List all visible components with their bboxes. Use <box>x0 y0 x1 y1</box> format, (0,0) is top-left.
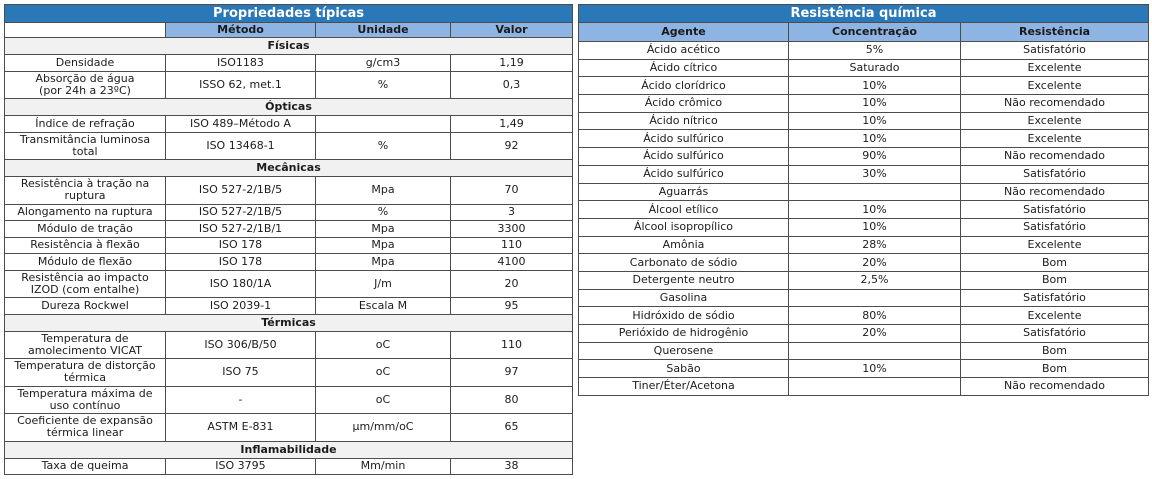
resistance-cell: Satisfatório <box>961 218 1149 236</box>
properties-table <box>4 4 573 475</box>
property-name: Alongamento na ruptura <box>5 204 166 221</box>
property-unit: Escala M <box>316 298 451 315</box>
property-row <box>5 221 573 238</box>
concentration-cell <box>789 289 961 307</box>
property-method: - <box>166 386 316 414</box>
property-value: 65 <box>451 414 573 442</box>
concentration-cell: 28% <box>789 236 961 254</box>
agent-cell: Perióxido de hidrogênio <box>579 325 789 343</box>
property-unit: Mpa <box>316 237 451 254</box>
concentration-cell: 10% <box>789 95 961 113</box>
property-name: Índice de refração <box>5 116 166 133</box>
property-row <box>5 359 573 387</box>
concentration-cell: 80% <box>789 307 961 325</box>
chemical-row <box>579 254 1149 272</box>
property-name: Dureza Rockwel <box>5 298 166 315</box>
agent-cell: Gasolina <box>579 289 789 307</box>
property-unit: % <box>316 71 451 99</box>
resistance-cell: Satisfatório <box>961 325 1149 343</box>
property-method: ISO 75 <box>166 359 316 387</box>
concentration-cell: 20% <box>789 254 961 272</box>
agent-cell: Álcool etílico <box>579 201 789 219</box>
property-unit: oC <box>316 359 451 387</box>
property-unit: µm/mm/oC <box>316 414 451 442</box>
chemical-row <box>579 130 1149 148</box>
chemical-row <box>579 307 1149 325</box>
property-name: Resistência à tração na ruptura <box>5 177 166 205</box>
chemical-row <box>579 378 1149 396</box>
property-unit: Mpa <box>316 221 451 238</box>
chemical-row <box>579 59 1149 77</box>
property-name: Resistência ao impacto IZOD (com entalhe) <box>5 270 166 298</box>
property-method: ISO1183 <box>166 55 316 72</box>
property-name: Transmitância luminosa total <box>5 132 166 160</box>
column-header-unit: Unidade <box>316 23 451 38</box>
property-value: 0,3 <box>451 71 573 99</box>
property-row <box>5 331 573 359</box>
section-header-optical <box>5 99 573 116</box>
section-title: Físicas <box>5 38 573 55</box>
chemical-row <box>579 95 1149 113</box>
column-header-agent: Agente <box>579 23 789 42</box>
chemical-row <box>579 289 1149 307</box>
property-method: ISO 527-2/1B/5 <box>166 204 316 221</box>
property-name: Coeficiente de expansão térmica linear <box>5 414 166 442</box>
agent-cell: Amônia <box>579 236 789 254</box>
resistance-cell: Bom <box>961 360 1149 378</box>
agent-cell: Ácido nítrico <box>579 112 789 130</box>
property-value: 4100 <box>451 254 573 271</box>
chemical-row <box>579 183 1149 201</box>
resistance-cell: Excelente <box>961 130 1149 148</box>
resistance-cell: Excelente <box>961 77 1149 95</box>
concentration-cell <box>789 378 961 396</box>
property-unit <box>316 116 451 133</box>
property-value: 20 <box>451 270 573 298</box>
resistance-cell: Não recomendado <box>961 183 1149 201</box>
property-row <box>5 55 573 72</box>
section-header-thermal <box>5 314 573 331</box>
chemical-row <box>579 325 1149 343</box>
chemical-title: Resistência química <box>579 5 1149 23</box>
property-method: ISO 180/1A <box>166 270 316 298</box>
property-row <box>5 254 573 271</box>
property-row <box>5 386 573 414</box>
chemical-row <box>579 112 1149 130</box>
concentration-cell: Saturado <box>789 59 961 77</box>
property-name: Absorção de água (por 24h a 23ºC) <box>5 71 166 99</box>
chemical-row <box>579 201 1149 219</box>
resistance-cell: Não recomendado <box>961 95 1149 113</box>
column-header-method: Método <box>166 23 316 38</box>
column-header-value: Valor <box>451 23 573 38</box>
property-method: ISSO 62, met.1 <box>166 71 316 99</box>
concentration-cell: 2,5% <box>789 271 961 289</box>
property-unit: g/cm3 <box>316 55 451 72</box>
resistance-cell: Satisfatório <box>961 201 1149 219</box>
properties-header-row <box>5 23 573 38</box>
column-header-resistance: Resistência <box>961 23 1149 42</box>
property-unit: oC <box>316 386 451 414</box>
property-unit: % <box>316 132 451 160</box>
property-value: 3 <box>451 204 573 221</box>
resistance-cell: Bom <box>961 342 1149 360</box>
property-value: 1,49 <box>451 116 573 133</box>
concentration-cell <box>789 183 961 201</box>
property-row <box>5 204 573 221</box>
property-unit: Mpa <box>316 177 451 205</box>
property-method: ISO 13468-1 <box>166 132 316 160</box>
agent-cell: Carbonato de sódio <box>579 254 789 272</box>
property-name: Temperatura máxima de uso contínuo <box>5 386 166 414</box>
agent-cell: Querosene <box>579 342 789 360</box>
resistance-cell: Satisfatório <box>961 165 1149 183</box>
property-name: Módulo de flexão <box>5 254 166 271</box>
property-value: 38 <box>451 458 573 475</box>
chemical-header-row <box>579 23 1149 42</box>
property-unit: Mm/min <box>316 458 451 475</box>
property-unit: oC <box>316 331 451 359</box>
agent-cell: Detergente neutro <box>579 271 789 289</box>
section-title: Inflamabilidade <box>5 441 573 458</box>
concentration-cell: 10% <box>789 130 961 148</box>
chemical-resistance-table <box>578 4 1149 396</box>
chemical-row <box>579 148 1149 166</box>
agent-cell: Ácido crômico <box>579 95 789 113</box>
property-unit: % <box>316 204 451 221</box>
chemical-row <box>579 271 1149 289</box>
property-name: Taxa de queima <box>5 458 166 475</box>
agent-cell: Aguarrás <box>579 183 789 201</box>
property-row <box>5 270 573 298</box>
concentration-cell: 10% <box>789 360 961 378</box>
property-method: ISO 306/B/50 <box>166 331 316 359</box>
agent-cell: Tiner/Éter/Acetona <box>579 378 789 396</box>
property-method: ISO 527-2/1B/5 <box>166 177 316 205</box>
concentration-cell <box>789 342 961 360</box>
property-method: ISO 489–Método A <box>166 116 316 133</box>
property-value: 110 <box>451 331 573 359</box>
concentration-cell: 10% <box>789 112 961 130</box>
concentration-cell: 10% <box>789 77 961 95</box>
property-method: ISO 178 <box>166 254 316 271</box>
column-header-concentration: Concentração <box>789 23 961 42</box>
property-row <box>5 237 573 254</box>
property-value: 95 <box>451 298 573 315</box>
chemical-row <box>579 218 1149 236</box>
agent-cell: Ácido cítrico <box>579 59 789 77</box>
property-row <box>5 458 573 475</box>
agent-cell: Álcool isopropílico <box>579 218 789 236</box>
chemical-row <box>579 342 1149 360</box>
section-title: Térmicas <box>5 314 573 331</box>
section-header-flammability <box>5 441 573 458</box>
property-value: 70 <box>451 177 573 205</box>
properties-title-row <box>5 5 573 23</box>
property-name: Densidade <box>5 55 166 72</box>
resistance-cell: Não recomendado <box>961 148 1149 166</box>
property-method: ISO 2039-1 <box>166 298 316 315</box>
property-name: Temperatura de amolecimento VICAT <box>5 331 166 359</box>
property-value: 1,19 <box>451 55 573 72</box>
property-name: Temperatura de distorção térmica <box>5 359 166 387</box>
resistance-cell: Excelente <box>961 112 1149 130</box>
property-unit: J/m <box>316 270 451 298</box>
concentration-cell: 5% <box>789 42 961 60</box>
chemical-row <box>579 360 1149 378</box>
resistance-cell: Bom <box>961 271 1149 289</box>
chemical-row <box>579 165 1149 183</box>
property-row <box>5 132 573 160</box>
concentration-cell: 10% <box>789 218 961 236</box>
resistance-cell: Excelente <box>961 59 1149 77</box>
property-row <box>5 298 573 315</box>
property-row <box>5 116 573 133</box>
agent-cell: Ácido acético <box>579 42 789 60</box>
property-row <box>5 177 573 205</box>
resistance-cell: Excelente <box>961 307 1149 325</box>
properties-title: Propriedades típicas <box>5 5 573 23</box>
section-header-mechanical <box>5 160 573 177</box>
concentration-cell: 20% <box>789 325 961 343</box>
chemical-row <box>579 236 1149 254</box>
property-name: Resistência à flexão <box>5 237 166 254</box>
resistance-cell: Não recomendado <box>961 378 1149 396</box>
resistance-cell: Satisfatório <box>961 42 1149 60</box>
agent-cell: Ácido sulfúrico <box>579 148 789 166</box>
chemical-row <box>579 42 1149 60</box>
agent-cell: Ácido clorídrico <box>579 77 789 95</box>
section-header-physical <box>5 38 573 55</box>
property-value: 97 <box>451 359 573 387</box>
agent-cell: Sabão <box>579 360 789 378</box>
concentration-cell: 30% <box>789 165 961 183</box>
resistance-cell: Excelente <box>961 236 1149 254</box>
chemical-row <box>579 77 1149 95</box>
property-row <box>5 71 573 99</box>
property-value: 80 <box>451 386 573 414</box>
column-header-property <box>5 23 166 38</box>
section-title: Mecânicas <box>5 160 573 177</box>
agent-cell: Ácido sulfúrico <box>579 165 789 183</box>
agent-cell: Hidróxido de sódio <box>579 307 789 325</box>
property-row <box>5 414 573 442</box>
concentration-cell: 90% <box>789 148 961 166</box>
section-title: Ópticas <box>5 99 573 116</box>
property-method: ISO 3795 <box>166 458 316 475</box>
property-unit: Mpa <box>316 254 451 271</box>
property-method: ASTM E-831 <box>166 414 316 442</box>
resistance-cell: Satisfatório <box>961 289 1149 307</box>
resistance-cell: Bom <box>961 254 1149 272</box>
agent-cell: Ácido sulfúrico <box>579 130 789 148</box>
concentration-cell: 10% <box>789 201 961 219</box>
property-value: 92 <box>451 132 573 160</box>
property-method: ISO 527-2/1B/1 <box>166 221 316 238</box>
property-value: 3300 <box>451 221 573 238</box>
property-value: 110 <box>451 237 573 254</box>
property-name: Módulo de tração <box>5 221 166 238</box>
property-method: ISO 178 <box>166 237 316 254</box>
chemical-title-row <box>579 5 1149 23</box>
